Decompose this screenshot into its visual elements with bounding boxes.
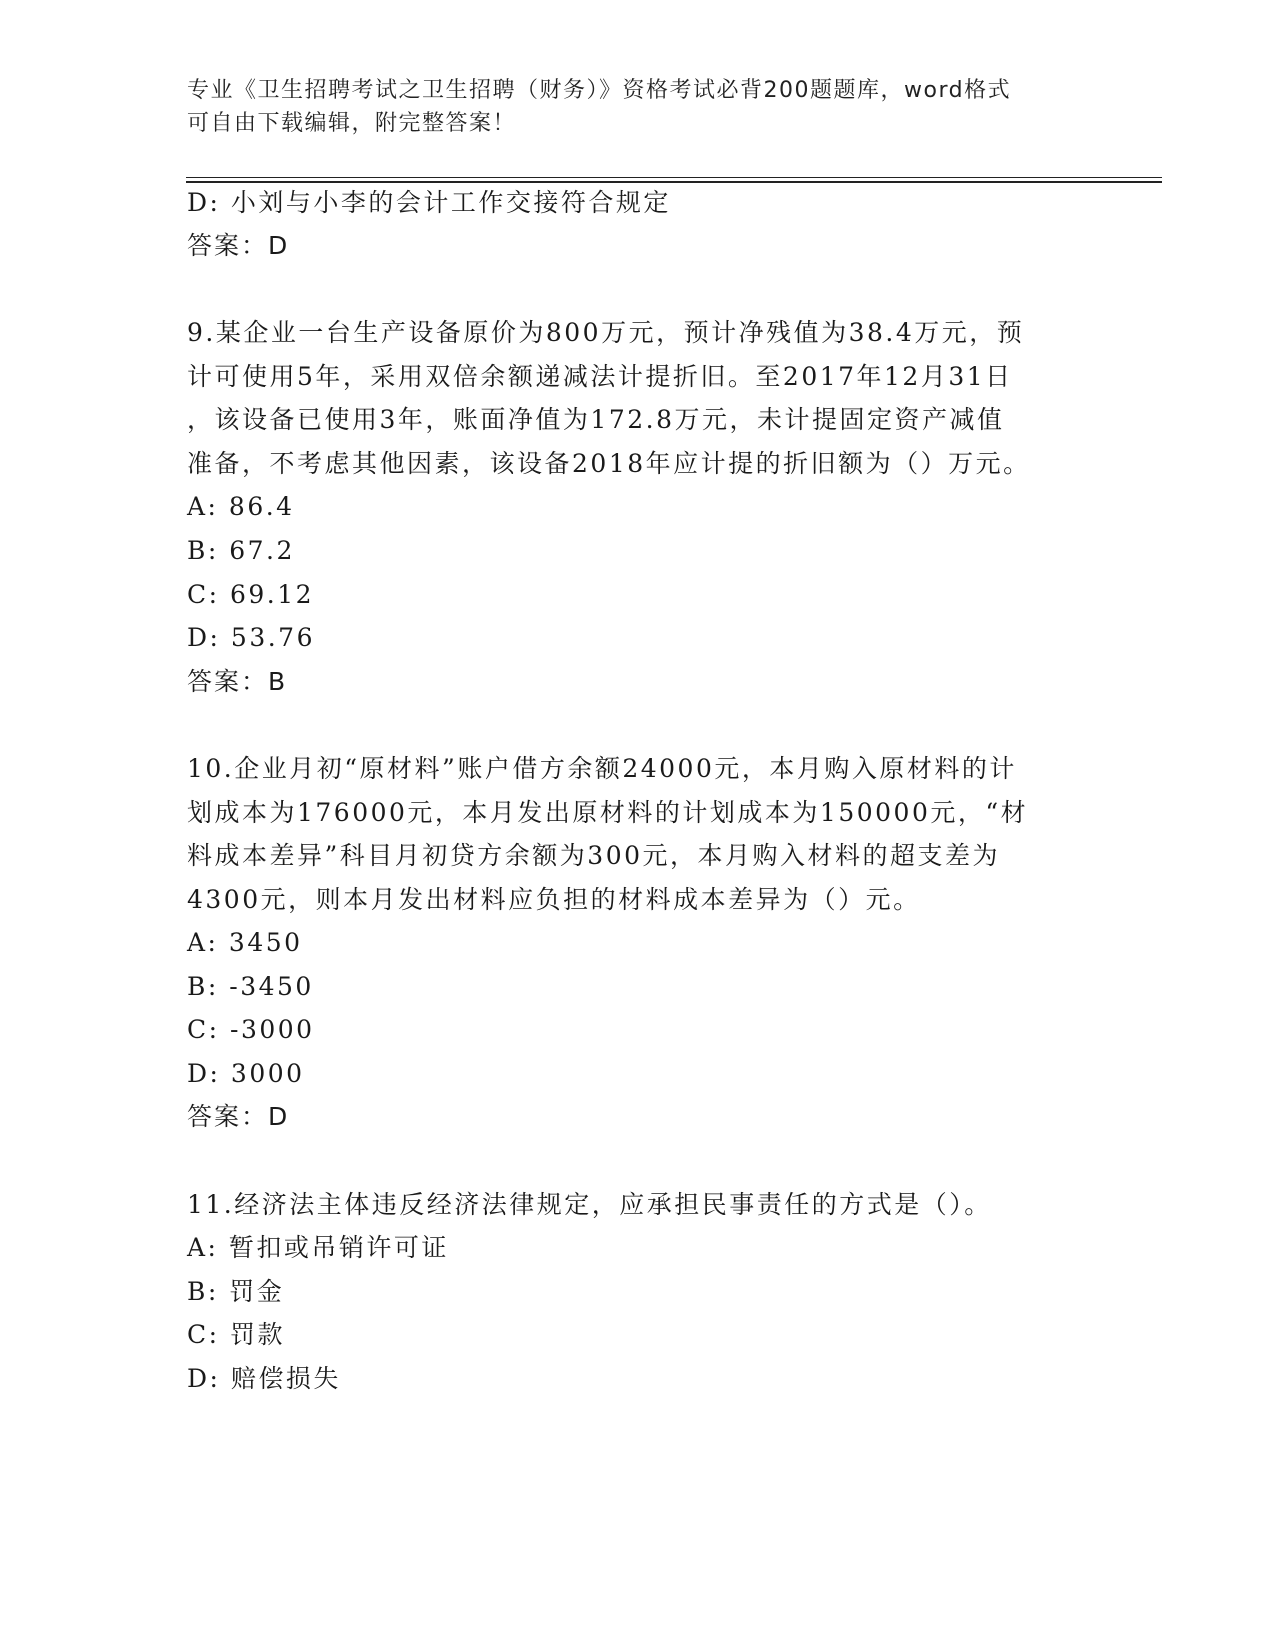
q11-option-b: B: 罚金 [187, 1277, 285, 1306]
q9-option-a: A: 86.4 [187, 492, 295, 521]
q10-stem-line-4: 4300元，则本月发出材料应负担的材料成本差异为（）元。 [187, 885, 921, 914]
q10-option-d: D: 3000 [187, 1059, 305, 1088]
prev-option-d: D: 小刘与小李的会计工作交接符合规定 [187, 188, 671, 217]
q9-stem-line-4: 准备，不考虑其他因素，该设备2018年应计提的折旧额为（）万元。 [187, 449, 1031, 478]
q9-option-c: C: 69.12 [187, 580, 315, 609]
q10-option-a: A: 3450 [187, 928, 303, 957]
q11-stem-line-1: 11.经济法主体违反经济法律规定，应承担民事责任的方式是（）。 [187, 1190, 992, 1219]
q11-option-d: D: 赔偿损失 [187, 1364, 341, 1393]
header-divider-thick [186, 181, 1162, 183]
q11-option-a: A: 暂扣或吊销许可证 [187, 1233, 449, 1262]
q10-stem-line-2: 划成本为176000元，本月发出原材料的计划成本为150000元，“材 [187, 798, 1029, 827]
header-line-2: 可自由下载编辑，附完整答案！ [187, 111, 517, 136]
q9-stem-line-2: 计可使用5年，采用双倍余额递减法计提折旧。至2017年12月31日 [187, 362, 1013, 391]
q9-option-b: B: 67.2 [187, 536, 295, 565]
q10-option-b: B: -3450 [187, 972, 314, 1001]
q9-stem-line-3: ，该设备已使用3年，账面净值为172.8万元，未计提固定资产减值 [187, 405, 1005, 434]
q10-answer: 答案：D [187, 1102, 290, 1131]
q9-option-d: D: 53.76 [187, 623, 315, 652]
prev-answer: 答案：D [187, 231, 290, 260]
header-divider-thin [186, 177, 1162, 178]
q9-stem-line-1: 9.某企业一台生产设备原价为800万元，预计净残值为38.4万元，预 [187, 318, 1025, 347]
document-header [187, 74, 1087, 140]
q10-stem-line-3: 料成本差异”科目月初贷方余额为300元，本月购入材料的超支差为 [187, 841, 1001, 870]
q10-stem-line-1: 10.企业月初“原材料”账户借方余额24000元，本月购入原材料的计 [187, 754, 1017, 783]
header-line-1: 专业《卫生招聘考试之卫生招聘（财务）》资格考试必背200题题库，word格式 [187, 78, 1012, 103]
q9-answer: 答案：B [187, 667, 288, 696]
q11-option-c: C: 罚款 [187, 1320, 285, 1349]
q10-option-c: C: -3000 [187, 1015, 315, 1044]
